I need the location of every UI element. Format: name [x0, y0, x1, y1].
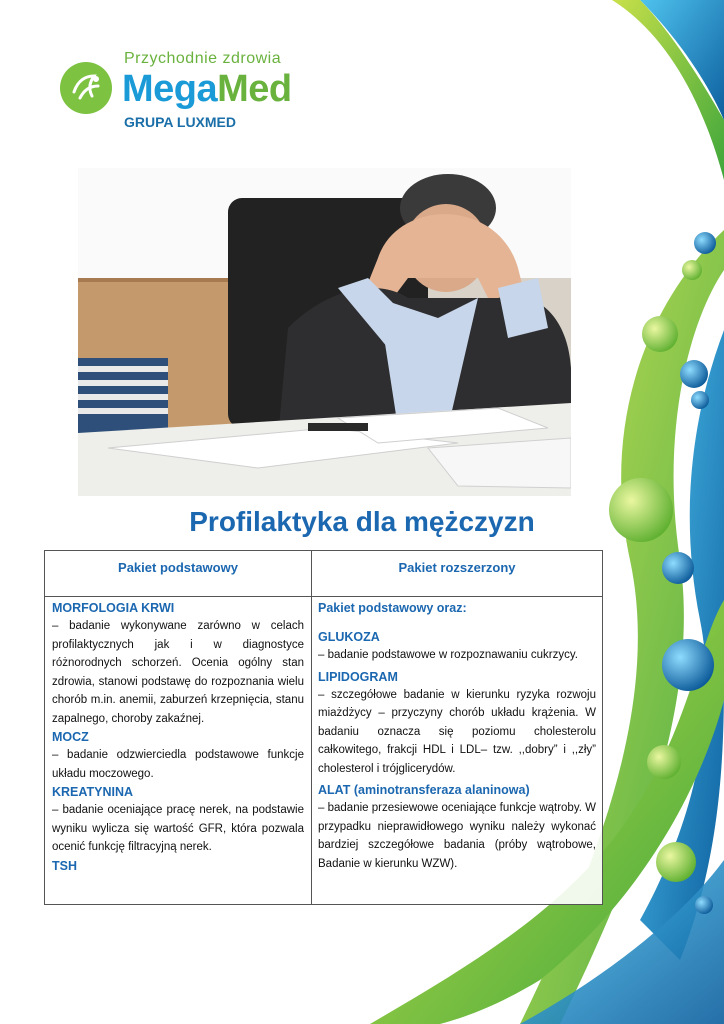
stressed-man-photo — [78, 168, 571, 496]
basic-package-column — [52, 599, 304, 875]
logo-name — [122, 68, 292, 111]
test-heading: ALAT (aminotransferaza alaninowa) — [318, 783, 530, 797]
page-title: Profilaktyka dla mężczyzn — [189, 506, 535, 537]
logo-group: GRUPA LUXMED — [124, 114, 236, 130]
test-description: – badanie oceniające pracę nerek, na podstawie wyniku wylicza się wartość GFR, która pozwala ocenić funkcję filtracyjną nerek. — [52, 804, 304, 853]
test-heading: LIPIDOGRAM — [318, 669, 398, 684]
test-description: – badanie podstawowe w rozpoznawaniu cukrzycy. — [318, 649, 578, 661]
table-column-divider — [311, 551, 312, 904]
extended-intro: Pakiet podstawowy oraz: — [318, 601, 467, 615]
table-header-extended: Pakiet rozszerzony — [398, 560, 516, 575]
logo-emblem-icon — [60, 62, 112, 114]
package-table — [44, 550, 603, 905]
test-heading: KREATYNINA — [52, 785, 134, 799]
test-description: – badanie wykonywane zarówno w celach profilaktycznych jak i w diagnostyce różnorodnych schorzeń. Ocenia ogólny stan zdrowia, stanowi podstawę do rozpoznania wielu chorób m.in. anemii, zaburzeń krzepnięcia, stanu zapalnego, choroby zakaźnej. — [52, 620, 304, 725]
logo-name-med: Med — [217, 68, 292, 110]
test-description: – szczegółowe badanie w kierunku ryzyka rozwoju miażdżycy – przyczyny chorób układu krążenia. W badaniu oznacza się poziomu cholesterolu całkowitego, frakcji HDL i LDL– tzw. ,,dobry” i ,,zły” cholesterol i trójglicerydów. — [318, 688, 596, 775]
extended-package-column — [318, 599, 596, 873]
test-heading: MORFOLOGIA KRWI — [52, 601, 175, 615]
table-header-divider — [45, 596, 602, 597]
table-header-basic: Pakiet podstawowy — [118, 560, 238, 575]
test-heading: GLUKOZA — [318, 630, 380, 644]
test-heading: TSH — [52, 858, 77, 873]
megamed-logo — [60, 48, 320, 138]
logo-tagline: Przychodnie zdrowia — [124, 50, 282, 67]
test-heading: MOCZ — [52, 730, 89, 744]
logo-name-mega: Mega — [122, 68, 218, 110]
test-description: – badanie odzwierciedla podstawowe funkcje układu moczowego. — [52, 749, 304, 780]
test-description: – badanie przesiewowe oceniające funkcje wątroby. W przypadku nieprawidłowego wyniku należy wykonać bardziej szczegółowe badania (próby wątrobowe, Badanie w kierunku WZW). — [318, 802, 596, 870]
